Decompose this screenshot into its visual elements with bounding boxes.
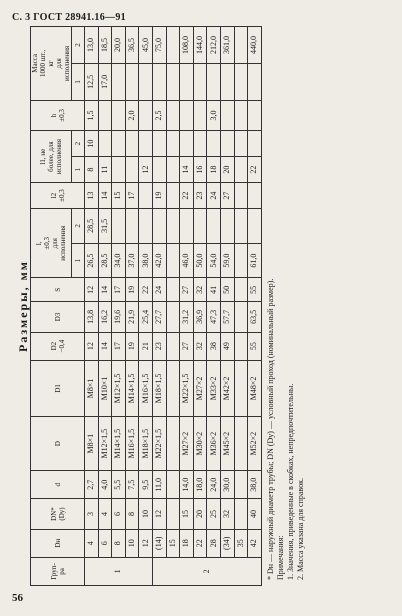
note-1: 1. Значения, приведенные в скобках, непредпочтительны. xyxy=(285,383,295,580)
cell-m2: 212,0 xyxy=(207,27,221,64)
cell-dh: 35 xyxy=(234,529,248,557)
cell-d: M52×2 xyxy=(248,417,262,471)
cell-l2 xyxy=(139,183,153,209)
table-row xyxy=(112,27,126,586)
cell-d3: 21,9 xyxy=(125,302,139,332)
cell-l1b xyxy=(112,131,126,157)
cell-d1: M16×1,5 xyxy=(139,360,153,416)
cell-l1e: 50,0 xyxy=(193,243,207,278)
cell-l2: 24 xyxy=(207,183,221,209)
cell-d2: 55 xyxy=(248,332,262,360)
cell-l1b xyxy=(125,131,139,157)
cell-d3 xyxy=(234,302,248,332)
col-D2: D2 −0,4 xyxy=(31,332,85,360)
col-S: S xyxy=(31,278,85,302)
cell-d1: M18×1,5 xyxy=(152,360,166,416)
cell-d: M8×1 xyxy=(85,417,99,471)
table-row xyxy=(180,27,194,586)
cell-l1b xyxy=(166,131,180,157)
cell-s: 14 xyxy=(98,278,112,302)
cell-dn: 4 xyxy=(98,499,112,529)
footnote: * Dн — наружный диаметр трубы; DN (Dу) — условный проход (номинальный размер). xyxy=(265,278,275,580)
cell-l1a xyxy=(125,157,139,183)
cell-d xyxy=(234,417,248,471)
col-l1-ex1: 1 xyxy=(72,157,85,183)
cell-l2: 13 xyxy=(85,183,99,209)
cell-l2: 17 xyxy=(125,183,139,209)
notes-block xyxy=(266,26,306,586)
col-dn: DN* (Dу) xyxy=(31,499,85,529)
cell-d3: 16,2 xyxy=(98,302,112,332)
cell-l2e xyxy=(166,209,180,244)
cell-l2: 15 xyxy=(112,183,126,209)
cell-dn xyxy=(166,499,180,529)
cell-m2: 18,5 xyxy=(98,27,112,64)
cell-m1 xyxy=(125,63,139,100)
cell-l2: 27 xyxy=(220,183,234,209)
cell-d1: M48×2 xyxy=(248,360,262,416)
cell-dn xyxy=(234,499,248,529)
cell-l1b: 10 xyxy=(85,131,99,157)
cell-m2: 36,5 xyxy=(125,27,139,64)
col-mass-ex2: 2 xyxy=(72,27,85,64)
cell-s: 24 xyxy=(152,278,166,302)
cell-l1e: 42,0 xyxy=(152,243,166,278)
cell-d: 2,7 xyxy=(85,471,99,499)
cell-d3: 47,3 xyxy=(207,302,221,332)
cell-l2 xyxy=(248,183,262,209)
cell-d3: 63,5 xyxy=(248,302,262,332)
cell-h xyxy=(112,100,126,130)
cell-l1b xyxy=(207,131,221,157)
table-row xyxy=(234,27,248,586)
cell-d: M12×1,5 xyxy=(98,417,112,471)
col-d: d xyxy=(31,471,85,499)
cell-m1: 17,0 xyxy=(98,63,112,100)
cell-h xyxy=(248,100,262,130)
cell-m2: 108,0 xyxy=(180,27,194,64)
cell-dn: 40 xyxy=(248,499,262,529)
cell-dh: 10 xyxy=(125,529,139,557)
cell-d3: 27,7 xyxy=(152,302,166,332)
cell-h: 2,5 xyxy=(152,100,166,130)
col-mass-ex1: 1 xyxy=(72,63,85,100)
cell-l1b xyxy=(234,131,248,157)
cell-m2: 45,0 xyxy=(139,27,153,64)
cell-d3: 19,6 xyxy=(112,302,126,332)
cell-dh: 28 xyxy=(207,529,221,557)
cell-h xyxy=(234,100,248,130)
table-row xyxy=(125,27,139,586)
cell-l2 xyxy=(234,183,248,209)
cell-d1: M10×1 xyxy=(98,360,112,416)
cell-d: M45×2 xyxy=(220,417,234,471)
group-cell: 2 xyxy=(152,557,261,585)
cell-l2: 23 xyxy=(193,183,207,209)
cell-d2 xyxy=(234,332,248,360)
cell-d: M27×2 xyxy=(180,417,194,471)
cell-l1b xyxy=(139,131,153,157)
cell-d2: 19 xyxy=(125,332,139,360)
cell-dh: 8 xyxy=(112,529,126,557)
cell-l2e xyxy=(234,209,248,244)
cell-d: M30×2 xyxy=(193,417,207,471)
cell-dn: 25 xyxy=(207,499,221,529)
page-header: С. 3 ГОСТ 28941.16—91 xyxy=(12,12,126,23)
cell-d: M36×2 xyxy=(207,417,221,471)
cell-l1e: 38,0 xyxy=(139,243,153,278)
cell-l1e: 37,0 xyxy=(125,243,139,278)
col-D: D xyxy=(31,417,85,471)
cell-s: 19 xyxy=(125,278,139,302)
cell-d1: M14×1,5 xyxy=(125,360,139,416)
cell-d1: M22×1,5 xyxy=(180,360,194,416)
cell-dn: 3 xyxy=(85,499,99,529)
cell-l2e xyxy=(193,209,207,244)
cell-dn: 32 xyxy=(220,499,234,529)
cell-s: 12 xyxy=(85,278,99,302)
cell-l1a: 20 xyxy=(220,157,234,183)
cell-d: 30,0 xyxy=(220,471,234,499)
cell-l2 xyxy=(166,183,180,209)
col-D1: D1 xyxy=(31,360,85,416)
cell-s: 41 xyxy=(207,278,221,302)
cell-l1a: 14 xyxy=(180,157,194,183)
cell-l1b xyxy=(220,131,234,157)
cell-d3: 57,7 xyxy=(220,302,234,332)
cell-s xyxy=(234,278,248,302)
col-l-head: l, ±0,3 для исполнения xyxy=(31,209,72,278)
cell-m2: 13,0 xyxy=(85,27,99,64)
cell-d1: M42×2 xyxy=(220,360,234,416)
cell-l2e xyxy=(220,209,234,244)
col-l-ex2: 2 xyxy=(72,209,85,244)
cell-l1a: 11 xyxy=(98,157,112,183)
cell-l1b xyxy=(180,131,194,157)
cell-d2: 23 xyxy=(152,332,166,360)
cell-d: 4,0 xyxy=(98,471,112,499)
cell-h xyxy=(220,100,234,130)
cell-h xyxy=(166,100,180,130)
cell-l1e: 26,5 xyxy=(85,243,99,278)
col-mass-head: Масса 1000 шт., кг для исполнения xyxy=(31,27,72,101)
cell-m1 xyxy=(207,63,221,100)
cell-dn: 20 xyxy=(193,499,207,529)
cell-m1 xyxy=(220,63,234,100)
cell-l1e xyxy=(166,243,180,278)
cell-m2: 144,0 xyxy=(193,27,207,64)
cell-h: 3,0 xyxy=(207,100,221,130)
cell-l1e xyxy=(234,243,248,278)
cell-dn: 6 xyxy=(112,499,126,529)
cell-d2: 12 xyxy=(85,332,99,360)
cell-h xyxy=(139,100,153,130)
cell-d1: M12×1,5 xyxy=(112,360,126,416)
cell-dn: 12 xyxy=(152,499,166,529)
cell-d: M16×1,5 xyxy=(125,417,139,471)
page-number: 56 xyxy=(12,592,23,604)
cell-m1 xyxy=(180,63,194,100)
table-row xyxy=(248,27,262,586)
cell-h xyxy=(193,100,207,130)
cell-l2e xyxy=(180,209,194,244)
cell-d2: 27 xyxy=(180,332,194,360)
cell-d xyxy=(166,471,180,499)
table-row xyxy=(85,27,99,586)
cell-d: M14×1,5 xyxy=(112,417,126,471)
cell-s xyxy=(166,278,180,302)
cell-d: M22×1,5 xyxy=(152,417,166,471)
col-dh: Dн xyxy=(31,529,85,557)
cell-l2: 14 xyxy=(98,183,112,209)
cell-d xyxy=(166,417,180,471)
cell-dh: (34) xyxy=(220,529,234,557)
cell-l1a: 16 xyxy=(193,157,207,183)
table-title: Размеры, мм xyxy=(16,260,30,352)
cell-d3: 13,8 xyxy=(85,302,99,332)
cell-d: 18,0 xyxy=(193,471,207,499)
cell-l2e xyxy=(248,209,262,244)
cell-dh: (14) xyxy=(152,529,166,557)
table-row xyxy=(166,27,180,586)
cell-l1a: 18 xyxy=(207,157,221,183)
cell-l2: 22 xyxy=(180,183,194,209)
cell-d2: 49 xyxy=(220,332,234,360)
cell-d2: 17 xyxy=(112,332,126,360)
cell-l1a xyxy=(152,157,166,183)
cell-dh: 42 xyxy=(248,529,262,557)
col-group: Груп- pа xyxy=(31,557,85,585)
cell-s: 55 xyxy=(248,278,262,302)
cell-l1b xyxy=(98,131,112,157)
cell-dh: 15 xyxy=(166,529,180,557)
cell-dn: 8 xyxy=(125,499,139,529)
cell-l1a xyxy=(234,157,248,183)
cell-m1 xyxy=(139,63,153,100)
cell-l1a xyxy=(166,157,180,183)
cell-d: 7,5 xyxy=(125,471,139,499)
cell-d3: 25,4 xyxy=(139,302,153,332)
cell-l2e xyxy=(139,209,153,244)
table-row xyxy=(152,27,166,586)
cell-l1a: 8 xyxy=(85,157,99,183)
cell-d2: 38 xyxy=(207,332,221,360)
cell-l1e: 59,0 xyxy=(220,243,234,278)
table-row xyxy=(98,27,112,586)
cell-l1e: 61,0 xyxy=(248,243,262,278)
cell-d1 xyxy=(166,360,180,416)
cell-l1a xyxy=(112,157,126,183)
cell-dn: 10 xyxy=(139,499,153,529)
cell-dh: 6 xyxy=(98,529,112,557)
cell-d: 14,0 xyxy=(180,471,194,499)
cell-l2e xyxy=(112,209,126,244)
cell-d1 xyxy=(234,360,248,416)
col-l1-ex2: 2 xyxy=(72,131,85,157)
cell-h: 2,0 xyxy=(125,100,139,130)
col-D3: D3 xyxy=(31,302,85,332)
cell-d: 11,0 xyxy=(152,471,166,499)
cell-h: 1,5 xyxy=(85,100,99,130)
cell-s: 17 xyxy=(112,278,126,302)
cell-l1e: 34,0 xyxy=(112,243,126,278)
cell-l2e xyxy=(152,209,166,244)
cell-l1e: 28,5 xyxy=(98,243,112,278)
cell-m1 xyxy=(234,63,248,100)
cell-l1a: 22 xyxy=(248,157,262,183)
cell-l2e xyxy=(207,209,221,244)
cell-s: 32 xyxy=(193,278,207,302)
cell-s: 50 xyxy=(220,278,234,302)
table-row xyxy=(220,27,234,586)
cell-l2e xyxy=(125,209,139,244)
note-2: 2. Масса указана для справок. xyxy=(295,477,305,580)
cell-dh: 12 xyxy=(139,529,153,557)
col-l-ex1: 1 xyxy=(72,243,85,278)
cell-d xyxy=(234,471,248,499)
cell-d2 xyxy=(166,332,180,360)
cell-l1e: 54,0 xyxy=(207,243,221,278)
cell-l1b xyxy=(248,131,262,157)
cell-d2: 21 xyxy=(139,332,153,360)
cell-d1: M8×1 xyxy=(85,360,99,416)
cell-dh: 22 xyxy=(193,529,207,557)
cell-m2: 361,0 xyxy=(220,27,234,64)
cell-m2: 20,0 xyxy=(112,27,126,64)
table-row xyxy=(193,27,207,586)
table-body xyxy=(85,27,262,586)
cell-s: 27 xyxy=(180,278,194,302)
cell-l1a: 12 xyxy=(139,157,153,183)
cell-m2: 75,0 xyxy=(152,27,166,64)
cell-d1: M27×2 xyxy=(193,360,207,416)
cell-m2: 440,0 xyxy=(248,27,262,64)
cell-d: 24,0 xyxy=(207,471,221,499)
cell-d: 5,5 xyxy=(112,471,126,499)
cell-l2e: 28,5 xyxy=(85,209,99,244)
cell-d2: 14 xyxy=(98,332,112,360)
cell-d: M18×1,5 xyxy=(139,417,153,471)
cell-dh: 4 xyxy=(85,529,99,557)
cell-d: 9,5 xyxy=(139,471,153,499)
cell-dh: 18 xyxy=(180,529,194,557)
cell-h xyxy=(180,100,194,130)
cell-m1 xyxy=(112,63,126,100)
cell-d3 xyxy=(166,302,180,332)
cell-l1e: 46,0 xyxy=(180,243,194,278)
notes-title: Примечания: xyxy=(275,535,285,580)
cell-d2: 32 xyxy=(193,332,207,360)
table-row xyxy=(207,27,221,586)
cell-h xyxy=(98,100,112,130)
cell-d: 38,0 xyxy=(248,471,262,499)
col-l2: l2 ±0,3 xyxy=(31,183,85,209)
cell-d3: 36,9 xyxy=(193,302,207,332)
cell-m1 xyxy=(152,63,166,100)
cell-m1 xyxy=(166,63,180,100)
cell-l2e: 31,5 xyxy=(98,209,112,244)
group-cell: 1 xyxy=(85,557,153,585)
cell-d3: 31,2 xyxy=(180,302,194,332)
cell-m1: 12,5 xyxy=(85,63,99,100)
col-h: h ±0,3 xyxy=(31,100,85,130)
cell-m2 xyxy=(234,27,248,64)
cell-l1b xyxy=(152,131,166,157)
cell-m2 xyxy=(166,27,180,64)
cell-m1 xyxy=(193,63,207,100)
cell-s: 22 xyxy=(139,278,153,302)
cell-l1b xyxy=(193,131,207,157)
col-l1-head: l1, не более, для исполнения xyxy=(31,131,72,183)
cell-d1: M33×2 xyxy=(207,360,221,416)
cell-l2: 19 xyxy=(152,183,166,209)
cell-dn: 15 xyxy=(180,499,194,529)
cell-m1 xyxy=(248,63,262,100)
table-row xyxy=(139,27,153,586)
rotated-table-area xyxy=(16,26,388,586)
dimensions-table xyxy=(30,26,262,586)
